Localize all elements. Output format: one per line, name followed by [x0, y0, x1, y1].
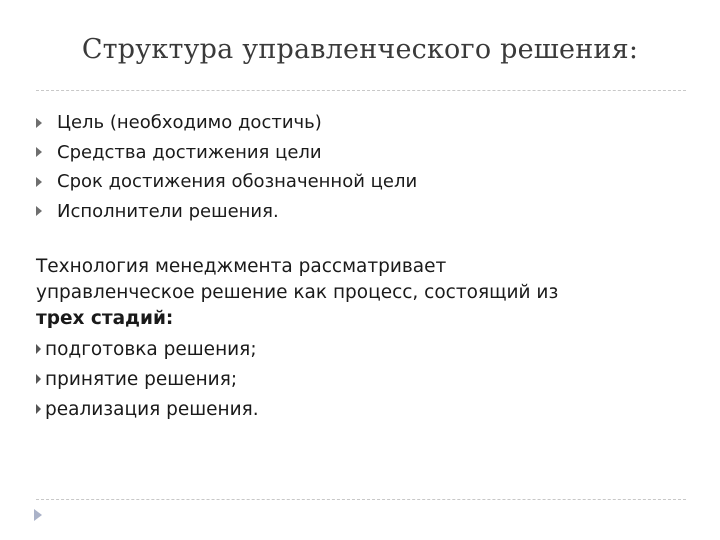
list-item: [36, 167, 417, 197]
list-item: [36, 108, 417, 138]
triangle-right-icon: [36, 118, 42, 128]
list-item-label: Средства достижения цели: [57, 141, 322, 163]
list-item: [36, 364, 259, 394]
play-icon[interactable]: [34, 509, 42, 521]
slide-title: Структура управленческого решения:: [81, 34, 639, 65]
triangle-right-icon: [36, 344, 41, 354]
triangle-right-icon: [36, 374, 41, 384]
list-item-label: Исполнители решения.: [57, 200, 279, 222]
triangle-right-icon: [36, 147, 42, 157]
triangle-right-icon: [36, 206, 42, 216]
list-item-label: Срок достижения обозначенной цели: [57, 171, 418, 193]
paragraph-line: Технология менеджмента рассматривает: [36, 256, 447, 277]
paragraph-bold-line: трех стадий:: [36, 308, 174, 329]
top-divider: [36, 90, 686, 91]
list-item: [36, 138, 417, 168]
list-item-label: принятие решения;: [45, 368, 238, 390]
triangle-right-icon: [36, 404, 41, 414]
list-item: [36, 394, 259, 424]
list-item: [36, 197, 417, 227]
list-item-label: реализация решения.: [45, 398, 259, 420]
list-item: [36, 334, 259, 364]
list-item-label: Цель (необходимо достичь): [57, 112, 322, 134]
structure-list: [36, 108, 417, 226]
triangle-right-icon: [36, 177, 42, 187]
list-item-label: подготовка решения;: [45, 338, 257, 360]
paragraph-line: управленческое решение как процесс, состоящий из: [36, 282, 559, 303]
description-paragraph: [36, 254, 676, 332]
stages-list: [36, 334, 259, 424]
bottom-divider: [36, 499, 686, 500]
